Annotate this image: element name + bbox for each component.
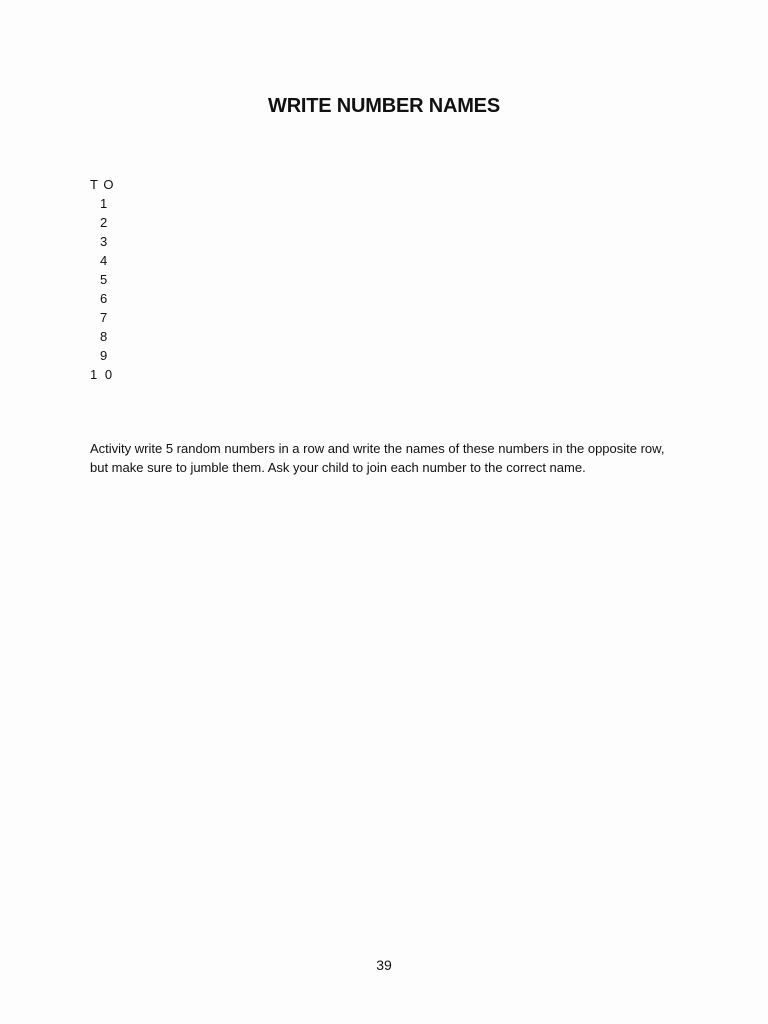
number-item-8: 8 xyxy=(100,329,108,344)
number-item-5: 5 xyxy=(100,272,108,287)
number-item-3: 3 xyxy=(100,234,108,249)
activity-instructions: Activity write 5 random numbers in a row and write the names of these numbers in the opposite row, but make sure to jumble them. Ask your child to join each number to the correct name. xyxy=(90,441,665,475)
page-number: 39 xyxy=(376,957,392,973)
number-list xyxy=(90,175,114,384)
number-item-6: 6 xyxy=(100,291,108,306)
tens-ones-header: T O xyxy=(90,177,115,192)
page-title: WRITE NUMBER NAMES xyxy=(268,95,500,117)
number-item-7: 7 xyxy=(100,310,108,325)
number-item-9: 9 xyxy=(100,348,108,363)
number-item-10: 1 0 xyxy=(90,367,115,382)
number-item-4: 4 xyxy=(100,253,108,268)
number-item-1: 1 xyxy=(100,196,108,211)
number-item-2: 2 xyxy=(100,215,108,230)
